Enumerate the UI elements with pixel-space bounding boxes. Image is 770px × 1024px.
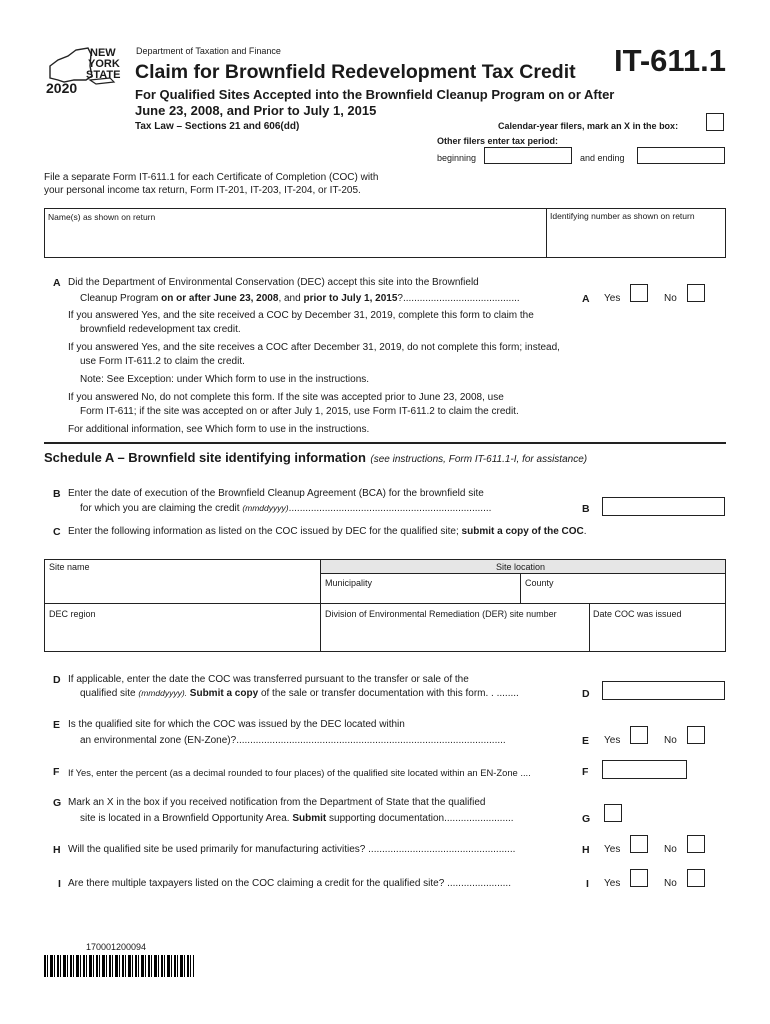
line-a-instruction-3b: Form IT-611; if the site was accepted on or after July 1, 2015, use Form IT-611.2 to claim the credit. <box>80 406 519 417</box>
line-a-letter: A <box>53 277 61 289</box>
period-ending-label: and ending <box>580 153 625 163</box>
der-site-number-input[interactable] <box>324 622 586 650</box>
site-name-label: Site name <box>49 562 90 572</box>
line-a-instruction-1a: If you answered Yes, and the site received a COC by December 31, 2019, complete this form to claim the <box>68 310 534 321</box>
line-i-no-label: No <box>664 878 677 889</box>
department-name: Department of Taxation and Finance <box>136 46 281 56</box>
calendar-year-label: Calendar-year filers, mark an X in the box: <box>498 121 679 131</box>
line-b-code: B <box>582 503 590 515</box>
line-b-letter: B <box>53 488 61 500</box>
names-input[interactable] <box>48 224 542 254</box>
line-i-text: Are there multiple taxpayers listed on the COC claiming a credit for the qualified site? ....................... <box>68 878 511 889</box>
line-d-code: D <box>582 688 590 700</box>
line-e-yes-checkbox[interactable] <box>630 726 648 744</box>
intro-line-2: your personal income tax return, Form IT-201, IT-203, IT-204, or IT-205. <box>44 185 361 196</box>
line-h-yes-label: Yes <box>604 844 621 855</box>
period-beginning-input[interactable] <box>484 147 572 164</box>
period-ending-input[interactable] <box>637 147 725 164</box>
line-a-note: Note: See Exception: under Which form to use in the instructions. <box>80 374 370 385</box>
line-g-code: G <box>582 813 591 825</box>
dec-region-input[interactable] <box>48 622 316 650</box>
line-h-yes-checkbox[interactable] <box>630 835 648 853</box>
line-g-checkbox[interactable] <box>604 804 622 822</box>
line-c-letter: C <box>53 526 61 538</box>
state-name-line1: NEW <box>90 47 116 59</box>
tax-law-reference: Tax Law – Sections 21 and 606(dd) <box>135 121 300 132</box>
line-f-percent-input[interactable] <box>602 760 687 779</box>
date-coc-issued-label: Date COC was issued <box>593 609 682 619</box>
schedule-a-title: Schedule A – Brownfield site identifying information (see instructions, Form IT-611.1-I, for assistance) <box>44 450 588 465</box>
barcode <box>44 955 194 977</box>
line-a-instruction-3a: If you answered No, do not complete this form. If the site was accepted prior to June 23, 2008, use <box>68 392 504 403</box>
line-a-instruction-2b: use Form IT-611.2 to claim the credit. <box>80 356 245 367</box>
intro-line-1: File a separate Form IT-611.1 for each Certificate of Completion (COC) with <box>44 172 379 183</box>
line-a-instruction-2a: If you answered Yes, and the site receives a COC after December 31, 2019, do not complete this form; instead, <box>68 342 560 353</box>
line-i-code: I <box>586 878 589 890</box>
form-number: IT-611.1 <box>614 43 727 78</box>
line-a-question-1: Did the Department of Environmental Conservation (DEC) accept this site into the Brownfield <box>68 277 479 288</box>
line-h-no-label: No <box>664 844 677 855</box>
form-subtitle-2: June 23, 2008, and Prior to July 1, 2015 <box>135 103 377 118</box>
id-number-input[interactable] <box>550 224 722 254</box>
other-filers-label: Other filers enter tax period: <box>437 136 559 146</box>
line-e-no-checkbox[interactable] <box>687 726 705 744</box>
line-d-date-input[interactable] <box>602 681 725 700</box>
line-b-date-input[interactable] <box>602 497 725 516</box>
line-d-text-2: qualified site (mmddyyyy). Submit a copy of the sale or transfer documentation with this form. . ........ <box>80 688 519 699</box>
line-a-no-label: No <box>664 293 677 304</box>
line-f-code: F <box>582 766 589 778</box>
calendar-year-checkbox[interactable] <box>706 113 724 131</box>
line-d-letter: D <box>53 674 61 686</box>
line-f-text: If Yes, enter the percent (as a decimal rounded to four places) of the qualified site located within an EN-Zone .... <box>68 767 531 778</box>
line-i-no-checkbox[interactable] <box>687 869 705 887</box>
line-a-instruction-1b: brownfield redevelopment tax credit. <box>80 324 241 335</box>
line-e-no-label: No <box>664 735 677 746</box>
county-label: County <box>525 578 554 588</box>
line-e-letter: E <box>53 719 61 731</box>
line-a-code: A <box>582 293 590 305</box>
site-location-label: Site location <box>496 562 546 572</box>
line-a-instruction-4: For additional information, see Which form to use in the instructions. <box>68 424 370 435</box>
schedule-a-rule <box>44 442 726 444</box>
line-a-question-2: Cleanup Program on or after June 23, 2008, and prior to July 1, 2015?.......................................... <box>80 293 520 304</box>
form-title: Claim for Brownfield Redevelopment Tax Credit <box>135 61 576 83</box>
line-d-text-1: If applicable, enter the date the COC was transferred pursuant to the transfer or sale of the <box>68 674 469 685</box>
line-c-text: Enter the following information as listed on the COC issued by DEC for the qualified site; submit a copy of the COC. <box>68 526 587 537</box>
names-label: Name(s) as shown on return <box>48 212 156 222</box>
line-a-yes-label: Yes <box>604 293 621 304</box>
municipality-label: Municipality <box>325 578 373 588</box>
der-site-number-label: Division of Environmental Remediation (DER) site number <box>325 609 557 619</box>
line-h-no-checkbox[interactable] <box>687 835 705 853</box>
line-a-yes-checkbox[interactable] <box>630 284 648 302</box>
line-b-text-1: Enter the date of execution of the Brownfield Cleanup Agreement (BCA) for the brownfield site <box>68 488 484 499</box>
line-e-text-1: Is the qualified site for which the COC was issued by the DEC located within <box>68 719 405 730</box>
line-i-yes-checkbox[interactable] <box>630 869 648 887</box>
state-name-line2: YORK <box>88 58 120 70</box>
date-coc-issued-input[interactable] <box>593 622 723 650</box>
line-i-yes-label: Yes <box>604 878 621 889</box>
dec-region-label: DEC region <box>49 609 96 619</box>
line-h-text: Will the qualified site be used primarily for manufacturing activities? ..................................................... <box>68 844 516 855</box>
line-a-no-checkbox[interactable] <box>687 284 705 302</box>
tax-year: 2020 <box>46 80 78 96</box>
line-g-letter: G <box>53 797 62 809</box>
state-name-line3: STATE <box>86 69 121 81</box>
line-e-yes-label: Yes <box>604 735 621 746</box>
line-g-text-2: site is located in a Brownfield Opportunity Area. Submit supporting documentation......................... <box>80 813 514 824</box>
line-b-text-2: for which you are claiming the credit (mmddyyyy)......................................................................... <box>80 503 492 514</box>
barcode-number: 170001200094 <box>86 942 147 952</box>
line-h-code: H <box>582 844 590 856</box>
line-f-letter: F <box>53 766 60 778</box>
line-g-text-1: Mark an X in the box if you received notification from the Department of State that the qualified <box>68 797 486 808</box>
line-e-text-2: an environmental zone (EN-Zone)?................................................................................................. <box>80 735 506 746</box>
period-beginning-label: beginning <box>437 153 477 163</box>
line-i-letter: I <box>58 878 61 890</box>
site-name-input[interactable] <box>48 574 316 600</box>
id-number-label: Identifying number as shown on return <box>550 211 695 221</box>
line-h-letter: H <box>53 844 61 856</box>
county-input[interactable] <box>524 590 722 602</box>
form-subtitle-1: For Qualified Sites Accepted into the Brownfield Cleanup Program on or After <box>135 87 615 102</box>
line-e-code: E <box>582 735 590 747</box>
municipality-input[interactable] <box>324 590 516 602</box>
